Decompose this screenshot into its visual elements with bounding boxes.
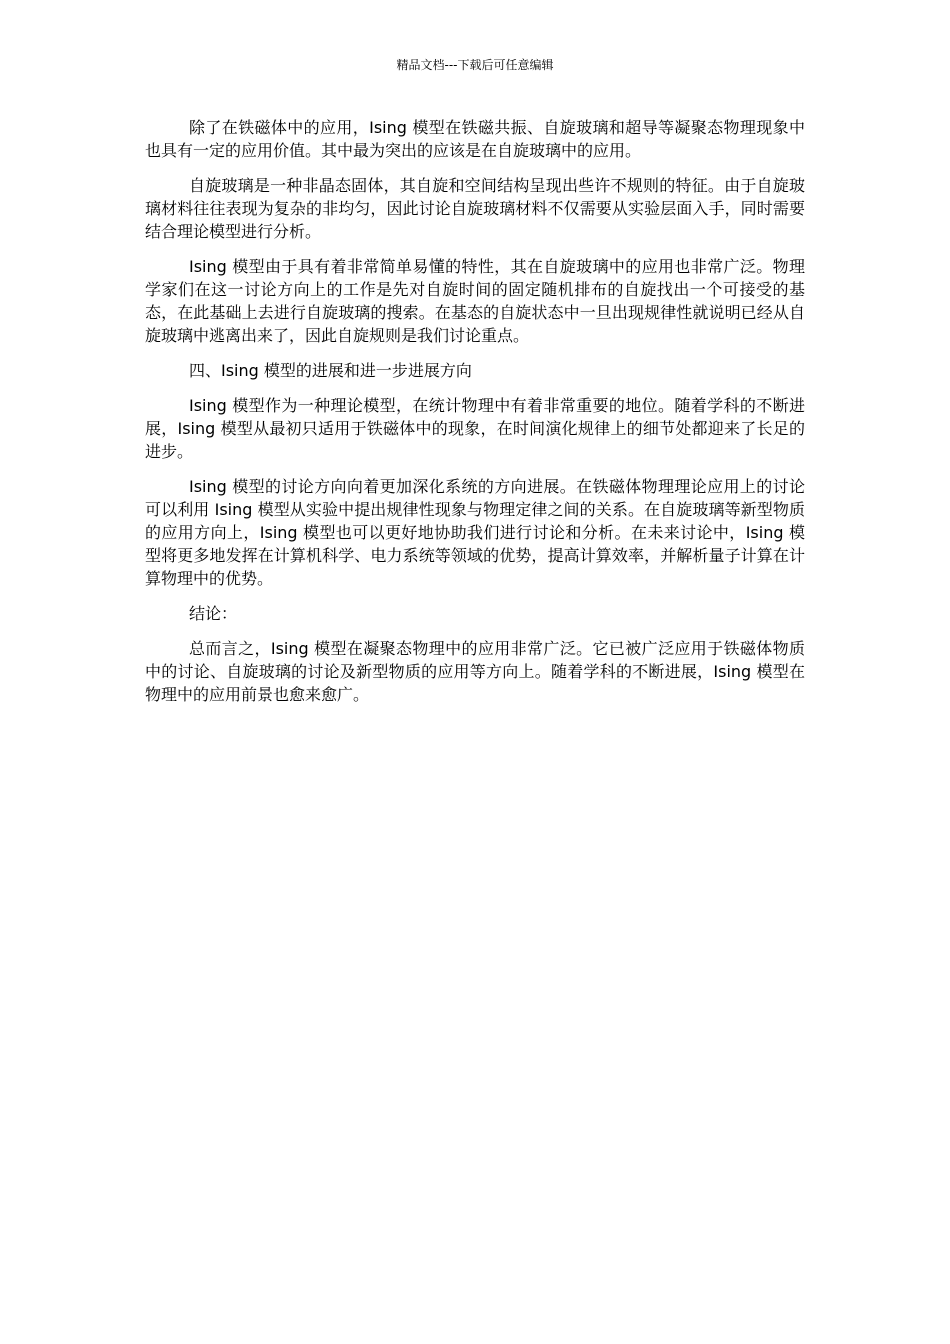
page-header: 精品文档---下载后可任意编辑 xyxy=(396,58,554,72)
conclusion-heading: 结论： xyxy=(189,604,238,623)
paragraph-ising-spin-glass-application: Ising 模型由于具有着非常简单易懂的特性，其在自旋玻璃中的应用也非常广泛。物理学家们在这一讨论方向上的工作是先对自旋时间的固定随机排布的自旋找出一个可接受的基态，在此基础上去进行自旋玻璃的搜索。在基态的自旋状态中一旦出现规律性就说明已经从自旋玻璃中逃离出来了，因此自旋规则是我们讨论重点。 xyxy=(145,257,805,345)
paragraph-ising-theory-status: Ising 模型作为一种理论模型，在统计物理中有着非常重要的地位。随着学科的不断进展，Ising 模型从最初只适用于铁磁体中的现象，在时间演化规律上的细节处都迎来了长足的进步。 xyxy=(145,396,805,461)
paragraph-spin-glass-intro: 除了在铁磁体中的应用，Ising 模型在铁磁共振、自旋玻璃和超导等凝聚态物理现象中也具有一定的应用价值。其中最为突出的应该是在自旋玻璃中的应用。 xyxy=(145,118,805,160)
document-body xyxy=(145,116,805,718)
section-heading-progress: 四、Ising 模型的进展和进一步进展方向 xyxy=(189,361,472,380)
paragraph-conclusion: 总而言之，Ising 模型在凝聚态物理中的应用非常广泛。它已被广泛应用于铁磁体物质中的讨论、自旋玻璃的讨论及新型物质的应用等方向上。随着学科的不断进展，Ising 模型在物理中的应用前景也愈来愈广。 xyxy=(145,639,805,704)
paragraph-ising-future-direction: Ising 模型的讨论方向向着更加深化系统的方向进展。在铁磁体物理理论应用上的讨论可以利用 Ising 模型从实验中提出规律性现象与物理定律之间的关系。在自旋玻璃等新型物质的应用方向上，Ising 模型也可以更好地协助我们进行讨论和分析。在未来讨论中，Ising 模型将更多地发挥在计算机科学、电力系统等领域的优势，提高计算效率，并解析量子计算在计算物理中的优势。 xyxy=(145,477,805,588)
paragraph-spin-glass-definition: 自旋玻璃是一种非晶态固体，其自旋和空间结构呈现出些许不规则的特征。由于自旋玻璃材料往往表现为复杂的非均匀，因此讨论自旋玻璃材料不仅需要从实验层面入手，同时需要结合理论模型进行分析。 xyxy=(145,176,805,241)
